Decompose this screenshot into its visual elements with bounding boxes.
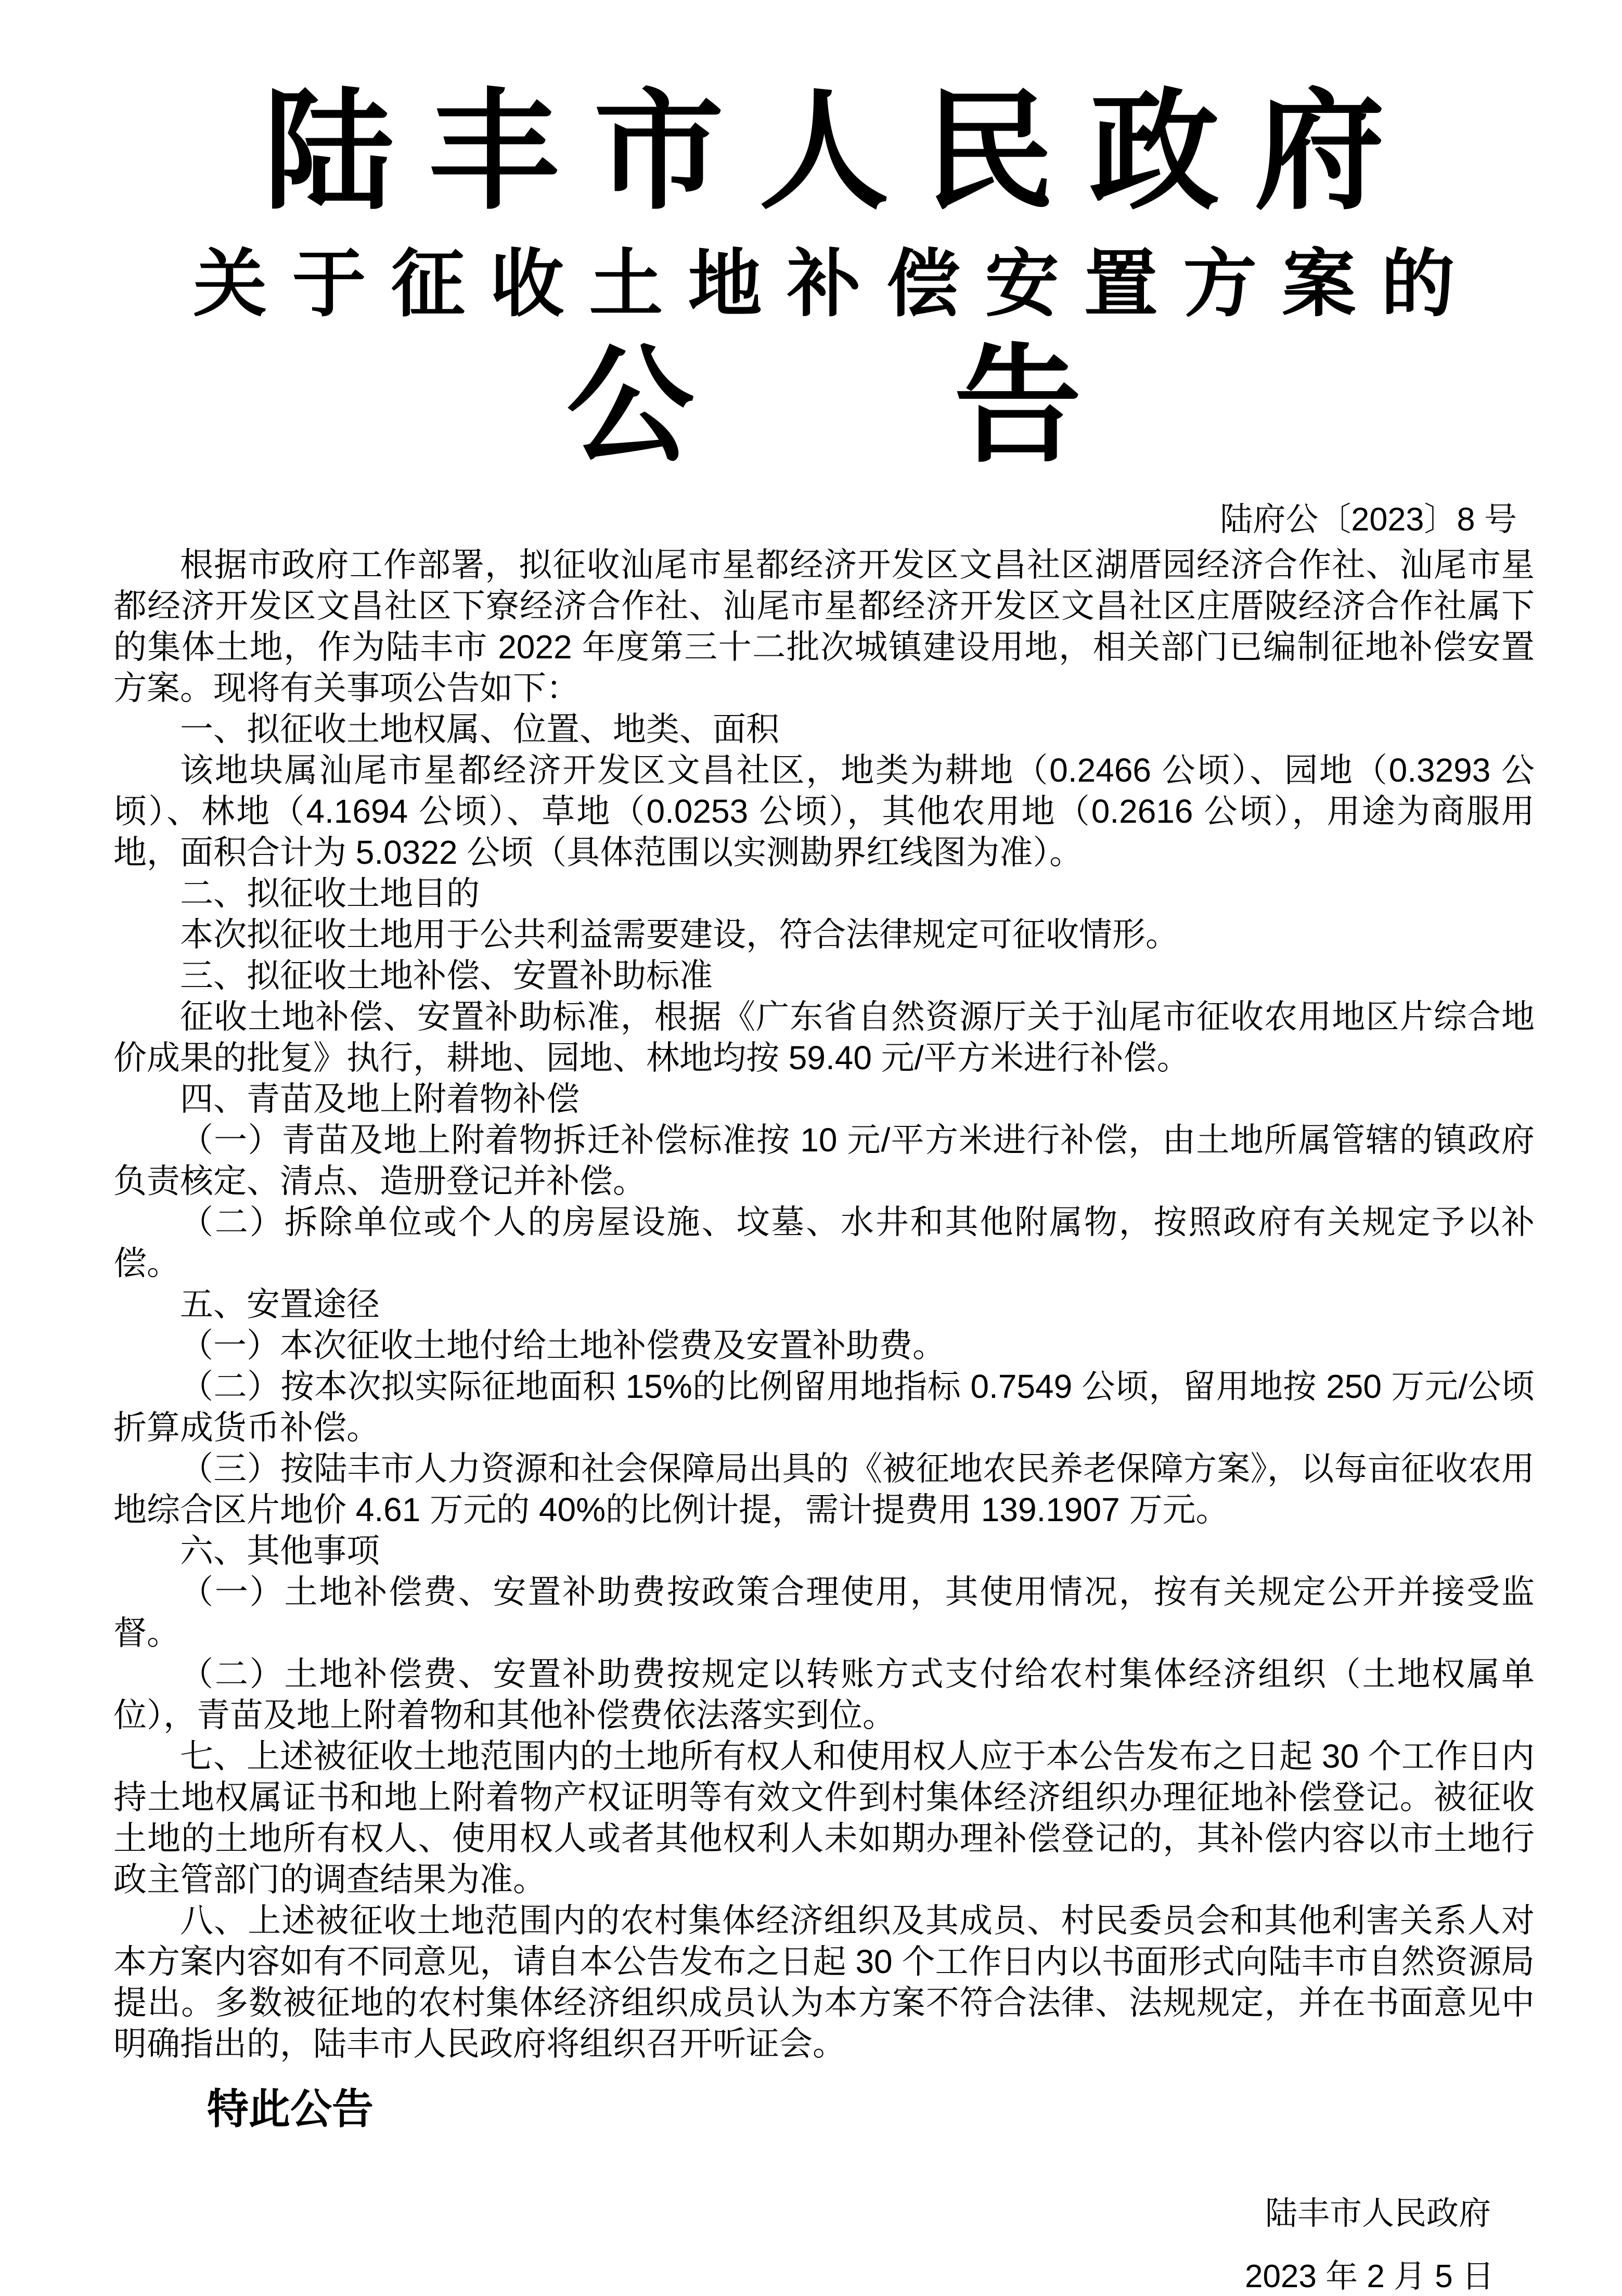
notice-title — [113, 338, 1535, 476]
paragraph: （一）土地补偿费、安置补助费按政策合理使用，其使用情况，按有关规定公开并接受监督。 — [113, 1573, 1535, 1652]
issuer-signature: 陆丰市人民政府 — [1265, 2196, 1491, 2232]
paragraph: （二）按本次拟实际征地面积 15%的比例留用地指标 0.7549 公顷，留用地按 250 万元/公顷折算成货币补偿。 — [113, 1368, 1535, 1446]
announcement-subtitle: 关于征收土地补偿安置方案的 — [193, 243, 1480, 326]
document-number: 陆府公〔2023〕8 号 — [1220, 501, 1517, 538]
paragraph-intro: 根据市政府工作部署，拟征收汕尾市星都经济开发区文昌社区湖厝园经济合作社、汕尾市星都经济开发区文昌社区下寮经济合作社、汕尾市星都经济开发区文昌社区庄厝陂经济合作社属下的集体土地，作为陆丰市 2022 年度第三十二批次城镇建设用地，相关部门已编制征地补偿安置方案。现将有关事项公告如下： — [113, 546, 1535, 707]
paragraph: 征收土地补偿、安置补助标准，根据《广东省自然资源厅关于汕尾市征收农用地区片综合地价成果的批复》执行，耕地、园地、林地均按 59.40 元/平方米进行补偿。 — [113, 998, 1535, 1076]
section-heading-1: 一、拟征收土地权属、位置、地类、面积 — [180, 710, 779, 748]
paragraph: （一）本次征收土地付给土地补偿费及安置补助费。 — [180, 1327, 946, 1364]
section-heading-5: 五、安置途径 — [180, 1286, 380, 1323]
section-heading-2: 二、拟征收土地目的 — [180, 875, 480, 912]
paragraph: （二）拆除单位或个人的房屋设施、坟墓、水井和其他附属物，按照政府有关规定予以补偿。 — [113, 1203, 1535, 1282]
section-heading-6: 六、其他事项 — [180, 1532, 380, 1569]
section-heading-4: 四、青苗及地上附着物补偿 — [180, 1080, 580, 1118]
paragraph: （二）土地补偿费、安置补助费按规定以转账方式支付给农村集体经济组织（土地权属单位），青苗及地上附着物和其他补偿费依法落实到位。 — [113, 1655, 1535, 1734]
issue-date: 2023 年 2 月 5 日 — [1244, 2259, 1494, 2294]
notice-title-char-1: 公 — [567, 336, 694, 477]
closing-statement: 特此公告 — [207, 2087, 374, 2133]
paragraph: （一）青苗及地上附着物拆迁补偿标准按 10 元/平方米进行补偿，由土地所属管辖的镇政府负责核定、清点、造册登记并补偿。 — [113, 1121, 1535, 1200]
paragraph: 七、上述被征收土地范围内的土地所有权人和使用权人应于本公告发布之日起 30 个工作日内持土地权属证书和地上附着物产权证明等有效文件到村集体经济组织办理征地补偿登记。被征收土地的土地所有权人、使用权人或者其他权利人未如期办理补偿登记的，其补偿内容以市土地行政主管部门的调查结果为准。 — [113, 1737, 1535, 1898]
paragraph: 该地块属汕尾市星都经济开发区文昌社区，地类为耕地（0.2466 公顷）、园地（0.3293 公顷）、林地（4.1694 公顷）、草地（0.0253 公顷），其他农用地（0.2616 公顷），用途为商服用地，面积合计为 5.0322 公顷（具体范围以实测勘界红线图为准）。 — [113, 751, 1535, 871]
paragraph: （三）按陆丰市人力资源和社会保障局出具的《被征地农民养老保障方案》，以每亩征收农用地综合区片地价 4.61 万元的 40%的比例计提，需计提费用 139.1907 万元。 — [113, 1450, 1535, 1528]
page-title: 陆丰市人民政府 — [263, 81, 1420, 225]
section-heading-3: 三、拟征收土地补偿、安置补助标准 — [180, 957, 713, 994]
notice-title-char-2: 告 — [954, 336, 1082, 477]
announcement-body — [113, 544, 1535, 2065]
paragraph: 本次拟征收土地用于公共利益需要建设，符合法律规定可征收情形。 — [180, 916, 1179, 953]
paragraph: 八、上述被征收土地范围内的农村集体经济组织及其成员、村民委员会和其他利害关系人对本方案内容如有不同意见，请自本公告发布之日起 30 个工作日内以书面形式向陆丰市自然资源局提出。多数被征地的农村集体经济组织成员认为本方案不符合法律、法规规定，并在书面意见中明确指出的，陆丰市人民政府将组织召开听证会。 — [113, 1902, 1535, 2062]
